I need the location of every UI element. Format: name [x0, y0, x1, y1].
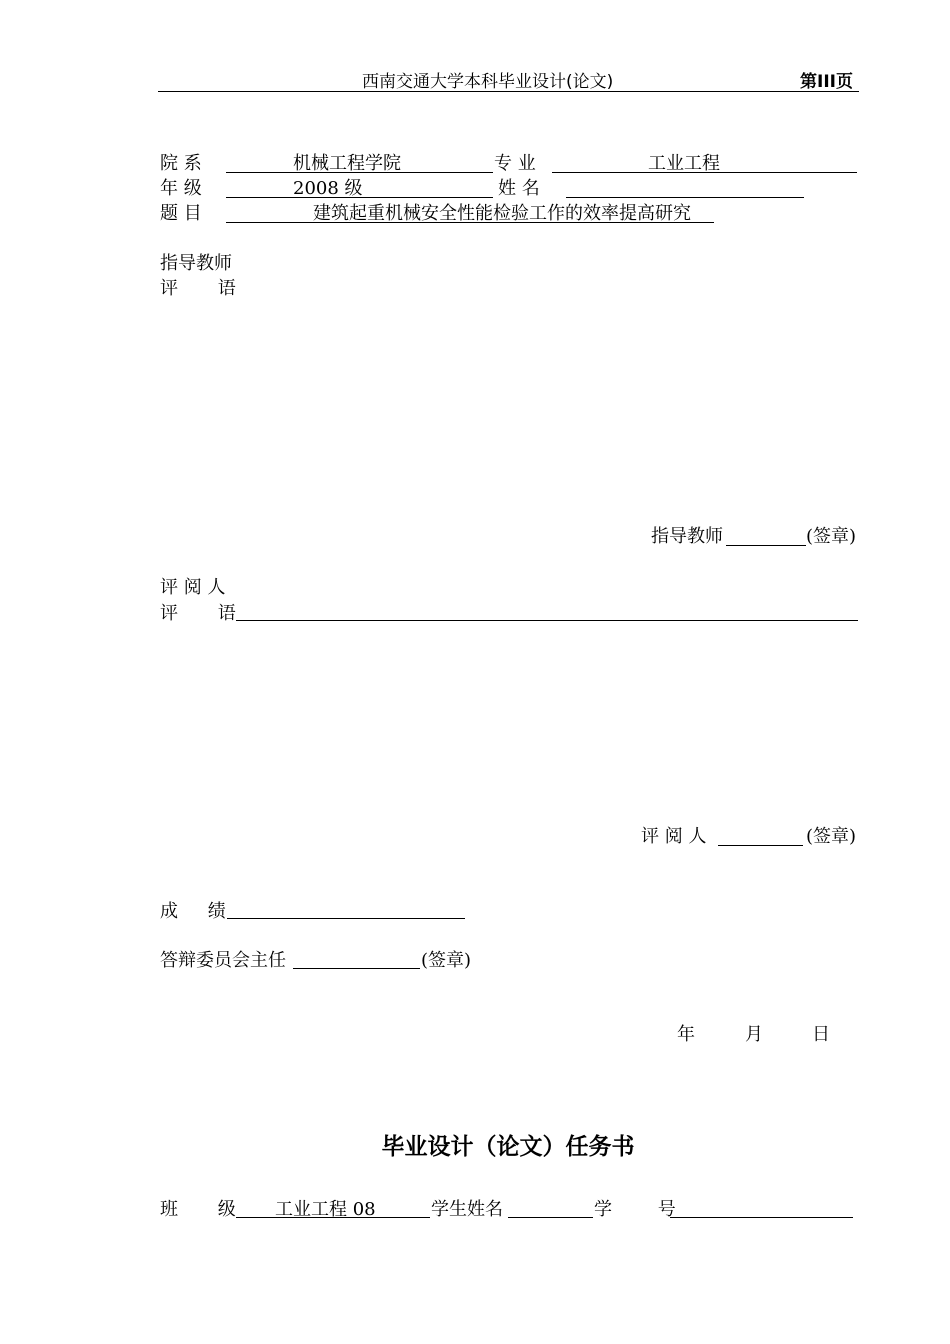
date-year: 年 — [677, 1024, 695, 1045]
header-page-number: 第III页 — [800, 72, 853, 92]
topic-value: 建筑起重机械安全性能检验工作的效率提高研究 — [313, 203, 691, 224]
student-name-label: 学生姓名 — [431, 1199, 503, 1220]
class-label: 班 级 — [160, 1199, 236, 1220]
task-book-title: 毕业设计（论文）任务书 — [381, 1134, 635, 1160]
advisor-label: 指导教师 — [160, 253, 232, 274]
date-day: 日 — [812, 1024, 830, 1045]
advisor-sign-line[interactable] — [726, 545, 806, 546]
major-value: 工业工程 — [648, 153, 720, 174]
grade-value: 2008 级 — [293, 178, 363, 199]
grade-label: 年 级 — [160, 178, 202, 199]
reviewer-comment-line[interactable] — [236, 620, 858, 621]
reviewer-comment-label: 评 语 — [160, 603, 236, 624]
major-label: 专 业 — [494, 153, 536, 174]
date-month: 月 — [745, 1024, 763, 1045]
student-id-line[interactable] — [670, 1217, 853, 1218]
score-label: 成 绩 — [160, 901, 226, 922]
student-id-label: 学 号 — [594, 1199, 676, 1220]
topic-label: 题 目 — [160, 203, 202, 224]
advisor-sign-suffix: (签章) — [806, 526, 857, 547]
reviewer-label: 评 阅 人 — [160, 577, 226, 598]
class-value: 工业工程 08 — [275, 1199, 376, 1220]
advisor-comment-label: 评 语 — [160, 278, 236, 299]
advisor-sign-label: 指导教师 — [651, 526, 723, 547]
dept-label: 院 系 — [160, 153, 202, 174]
committee-chair-suffix: (签章) — [421, 950, 472, 971]
score-line[interactable] — [227, 918, 465, 919]
header-title: 西南交通大学本科毕业设计(论文) — [362, 72, 614, 92]
reviewer-sign-label: 评 阅 人 — [641, 826, 707, 847]
header-rule — [158, 91, 859, 92]
committee-chair-label: 答辩委员会主任 — [160, 950, 286, 971]
dept-value: 机械工程学院 — [293, 153, 401, 174]
name-underline — [566, 197, 804, 198]
name-label: 姓 名 — [498, 178, 540, 199]
reviewer-sign-line[interactable] — [718, 845, 803, 846]
committee-chair-sign-line[interactable] — [293, 968, 420, 969]
reviewer-sign-suffix: (签章) — [806, 826, 857, 847]
student-name-line[interactable] — [508, 1217, 593, 1218]
